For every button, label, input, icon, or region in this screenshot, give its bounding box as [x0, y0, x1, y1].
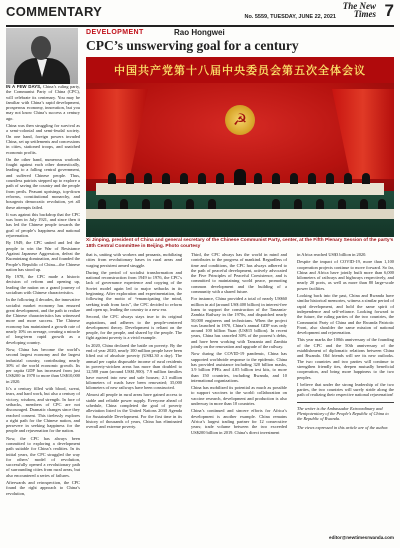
paragraph: During the period of socialist transformation and national reconstruction from 1949 to 1976, the CPC’s lack of governance experience and copying of the Soviet model again led to major setbacks in its beginning. After exploration and experimentation, the following the motto of “emancipating the mind, seeking truth from facts”, the CPC decided to reform and open up, leading the country to a new era. [86, 269, 182, 312]
paragraph: Afterwards and retrospection, the CPC found the right approach to China’s revolution, [6, 480, 80, 496]
attendee-figure [362, 173, 370, 184]
paragraph: Almost all people in rural areas have gained access to stable and reliable power supply. Everyone ahead of schedule, China completed the goal of poverty alleviation listed in the United Nations 2030 Agenda for Sustainable Development. For the first time in its history of thousands of years, China has eliminated overall and extreme poverty. [86, 392, 182, 430]
portrait-head [31, 36, 51, 60]
paragraph: Third, the CPC always has the world in mind and contributes to the progress of mankind. Regardless of time and conditions, the CPC has always adhered to the path of peaceful development, actively advocated the Five Principles of Peaceful Coexistence, and is committed to maintaining world peace, promoting common development and the building of a community with a shared future. [191, 252, 287, 295]
paragraph: Second, the CPC always stays true to its original aspirations, and adheres to the people-centered development theory. Development is reliant on the people, for the people, and shared by the people. The fight against poverty is a vivid example. [86, 314, 182, 341]
editor-email: editor@newtimesrwanda.com [329, 535, 394, 540]
paragraph: On the other hand, numerous warlords fought against each other domestically, leading to a falling central government, and suffered Chinese people. Thus, countless patriots stepped up to explore a path of saving the country and the people from perils. Peasant uprisings, top-down reforms, constitutional monarchy, and bourgeois democratic revolution, yet all these attempts failed. [6, 156, 80, 210]
photo-front-table [86, 209, 394, 219]
hammer-sickle-icon: ☭ [232, 110, 248, 129]
article-column-2 [86, 252, 182, 432]
photo-central-figure [234, 169, 246, 185]
attendee-figure [272, 173, 280, 184]
author-portrait [6, 28, 78, 84]
attendee-figure [198, 173, 206, 184]
paragraph: that is, uniting with workers and peasants, mobilizing cities from revolutionary bases in rural areas and waging persistent armed struggle. [86, 252, 182, 268]
disclaimer: The views expressed in this article are of the author. [297, 424, 389, 430]
paragraph: China’s continued and sincere efforts for Africa’s development is another example. China remains Africa’s largest trading partner for 12 consecutive years; trade volume between the two exceeded US$200 billion in 2019. China’s direct investment [191, 408, 287, 435]
section-title: COMMENTARY [6, 4, 103, 19]
article-author: Rao Hongwei [174, 28, 225, 37]
attendee-figure [126, 173, 134, 184]
article-headline: CPC’s unswerving goal for a century [86, 38, 299, 53]
masthead [343, 2, 376, 18]
divider [297, 402, 394, 403]
attendee-figure [308, 173, 316, 184]
flag-right [332, 89, 394, 179]
masthead-line-1: The New [342, 1, 376, 11]
flag-left [86, 89, 148, 179]
paragraph: Now during the COVID-19 pandemic, China has supported worldwide response to the epidemic. China has provided assistance including 320 billion masks, 3.9 billion PPEs and 4.05 billion test kits, to more than 150 countries, including Rwanda, and 10 international organizations. [191, 351, 287, 383]
column-4-text [297, 252, 394, 398]
article-column-1 [6, 28, 80, 498]
paragraph: Now, China has become the world’s second largest economy and the largest industrial country, contributing nearly 30% of the world economic growth. Its per capita GDP has increased from just US$200 in 1978 to more than US$10,000 in 2020. [6, 346, 80, 384]
photo-banner-text: 中国共产党第十八届中央委员会第五次全体会议 [114, 64, 366, 77]
attendee-figure [144, 173, 152, 184]
masthead-line-2: Times [353, 9, 376, 19]
article-kicker: DEVELOPMENT [86, 29, 144, 36]
paragraph: By 1978, the CPC made a historic decision of reform and opening up, leading the nation on a grand journey of socialism with Chinese characteristics. [6, 274, 80, 295]
paragraph: It was against this backdrop that the CPC was born in July 1921, and since then it has led the Chinese people towards the goal of people’s happiness and national rejuvenation. [6, 211, 80, 239]
paragraph: China has mobilized its potential as much as possible to support vaccines to the world: collaboration on vaccine research, development and production is also underway in more than 10 countries. [191, 385, 287, 407]
article-column-3 [191, 252, 287, 437]
attendee-figure [344, 173, 352, 184]
attendee-figure [180, 173, 188, 184]
page-number: 7 [384, 1, 394, 20]
paragraph: I believe that under the strong leadership of the two parties, the two countries will surely stride along the path of realizing their respective national rejuvenation! [297, 381, 394, 398]
paragraph: Looking back into the past, China and Rwanda have similar historical memories, witness a similar period of rapid development, and hold the same spirit of independence and self-reliance. Looking forward to the future, the ruling parties of the two countries, the Communist Party of China and the Rwanda Patriotic Front, also shoulder the same mission of national development and rejuvenation. [297, 293, 394, 336]
issue-line: No. 5559, TUESDAY, JUNE 22, 2021 [244, 14, 336, 20]
attendee-figure [216, 173, 224, 184]
paragraph: This year marks the 100th anniversary of the founding of the CPC and the 50th anniversary of the establishment of diplomatic relations between China and Rwanda. Old friends will see its new outlooks. The two countries and two parties will continue to strengthen friendly ties, deepen mutually beneficial cooperation, and bring more happiness to the two peoples. [297, 337, 394, 380]
attendee-figure [254, 173, 262, 184]
author-note: The writer is the Ambassador Extraordinary and Plenipotentiary of the People’s Republic of China to the Republic of Rwanda. [297, 405, 389, 422]
paragraph: in Africa reached US$3 billion in 2020. [297, 252, 367, 257]
paragraph: In the following 4 decades, the innovative socialist market economy has ensured great development, and the path to realize the Chinese characteristics has witnessed more and more success. The Chinese economy has maintained a growth rate of nearly 10% on average, creating a miracle of long-term rapid growth as a developing country. [6, 297, 80, 345]
attendee-figure [290, 173, 298, 184]
article-column-4 [297, 252, 394, 430]
photo-banner-band [86, 57, 394, 83]
paragraph: IN A FEW DAYS, China’s ruling party, the Communist Party of China (CPC), will celebrate its centenary. You may be familiar with China’s rapid development, prosperous economy, innovation, but you may not know China’s success a century ago. [6, 84, 80, 121]
attendee-figure [108, 173, 116, 184]
paragraph: It’s a century filled with blood, sweat, tears, and hard work, but also a century of victory, wisdom, and strength. In face of setbacks, members of CPC are not discouraged. Dramatic changes since they reached consent. This tirelessly explores a right path for the Chinese nation, and persevere in seeking happiness for the people and rejuvenation for the nation. [6, 386, 80, 434]
paragraph: Now, the CPC has always been committed to exploring a development path suitable for China’s realities. In its initial years, the CPC struggled the way for others’ model of revolution, successfully opened a revolutionary path of surrounding cities from rural areas, but also encountered a series of failures. [6, 435, 80, 478]
attendee-figure [326, 173, 334, 184]
page-header [6, 3, 394, 27]
attendee-figure [162, 173, 170, 184]
paragraph: In 2020, China declared the battle on poverty. By the end of year 2020, nearly 100 million people have been lifted out of absolute poverty (US$2.30 a day). The annual per capita disposable income of rural residents in poverty-stricken areas has more than doubled to 12,588 yuan (around US$1,900). 7.9 million families have moved into new and safe houses; 2.1 million kilometers of roads have been renovated; 35,000 kilometers of new railways have been constructed. [86, 342, 182, 391]
lead-in: IN A FEW DAYS, [6, 84, 42, 89]
article-photo [86, 57, 394, 237]
paragraph: Despite the impact of COVID-19, more than 1,100 cooperation projects continue to move forward. So far, China and Africa have jointly built more than 6,000 kilometers of railways and highways respectively, and nearly 20 ports, as well as more than 80 large-scale power facilities. [297, 259, 394, 291]
paragraph: For instance, China provided a total of nearly US$60 million in aid (around US$ 400 billion) in interest-free loans to support the construction of the Tanzania-Zambia Railway in the 1970s, and dispatched nearly 50,000 engineers and technicians. When the project was launched in 1970, China’s annual GDP was only around 100 billion Yuan (US$15 billion). In recent years, China has canceled 30% of the poorest’s debts, and have been working with Tanzania and Zambia jointly on the renovation and upgrade of the railway. [191, 296, 287, 350]
photo-caption: Xi Jinping, president of China and general secretary of the Chinese Communist Party, center, at the Fifth Plenary Session of the party’s 18th Central Committee in Beijing. Photo courtesy [86, 238, 394, 249]
paragraph: China was then struggling for survival as a semi-colonial and semi-feudal society. On one hand, foreign powers invaded China, set up settlements and concessions in cities, stationed troops, and snatched economic profits. [6, 123, 80, 155]
column-1-text [6, 84, 80, 496]
paragraph: By 1949, the CPC united and led the people to win the War of Resistance Against Japanese Aggression, defeat the Kuomintang domination, and founded the People’s Republic of China—the Chinese nation has stood up. [6, 240, 80, 272]
